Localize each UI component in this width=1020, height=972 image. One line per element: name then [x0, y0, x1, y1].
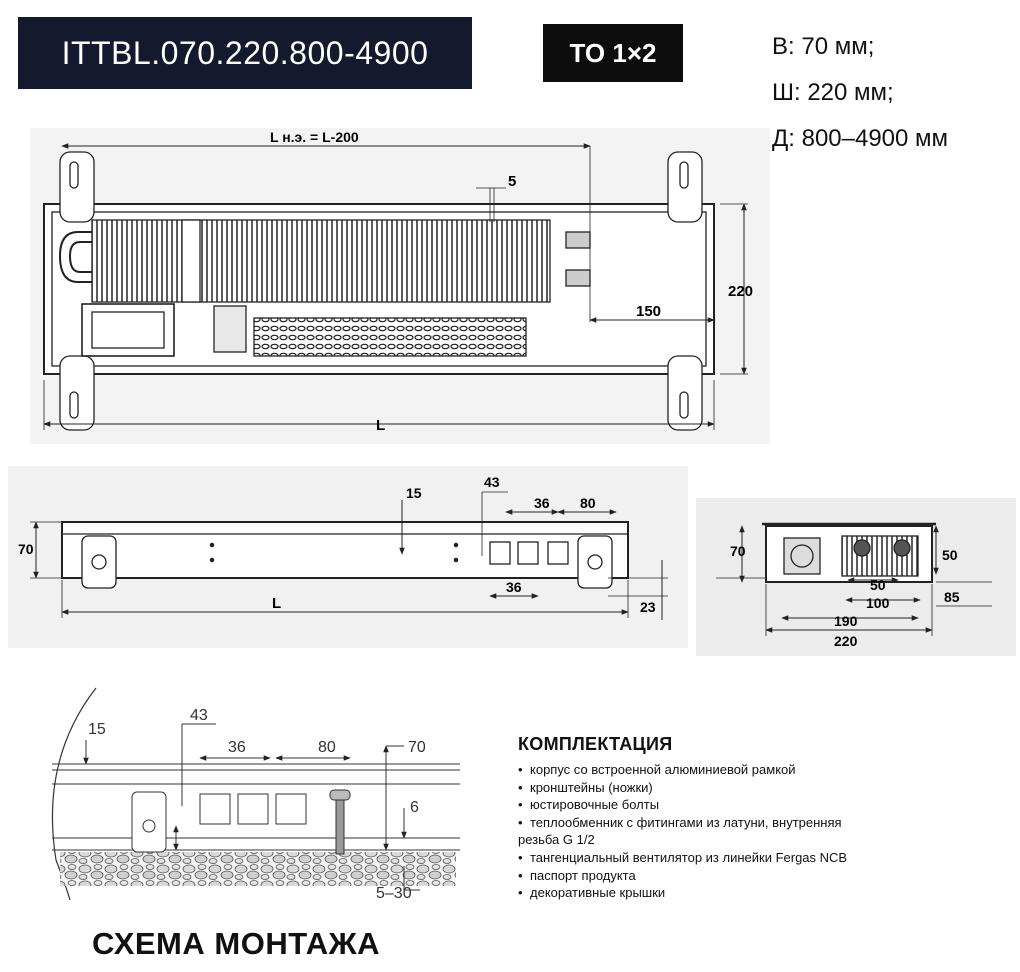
- kit-item: • кронштейны (ножки): [518, 779, 1008, 797]
- top-view: [30, 128, 770, 444]
- dim-offset: 150: [636, 303, 662, 320]
- model-code: ITTBL.070.220.800-4900: [18, 17, 472, 89]
- port-1: [490, 542, 510, 564]
- side-dim-36-top: 36: [534, 495, 550, 511]
- side-dim-36-bottom: 36: [506, 579, 522, 595]
- side-dim-15: 15: [406, 485, 422, 501]
- side-view: [8, 466, 688, 648]
- fitting-lower: [566, 270, 590, 286]
- section-dim-100: 100: [866, 595, 890, 611]
- kit-item: • паспорт продукта: [518, 867, 1008, 885]
- section-dim-220: 220: [834, 633, 858, 649]
- side-dim-length: L: [272, 595, 282, 612]
- leveling-bolt: [330, 790, 350, 854]
- bracket-bottom-left: [60, 356, 94, 430]
- section-dim-50-bottom: 50: [870, 577, 886, 593]
- mount-port-3: [276, 794, 306, 824]
- dim-width: 220: [728, 283, 754, 300]
- mount-dim-5-30: 5–30: [376, 885, 412, 902]
- floor-gravel: [60, 852, 456, 886]
- kit-item: • теплообменник с фитингами из латуни, внутренняя: [518, 814, 1008, 832]
- dim-length: L: [376, 417, 386, 434]
- side-dim-height: 70: [18, 541, 34, 557]
- dim-gap: 5: [508, 173, 517, 190]
- section-dim-height: 70: [730, 543, 746, 559]
- section-pipe-left: [854, 540, 870, 556]
- side-dim-80: 80: [580, 495, 596, 511]
- kit-item: • корпус со встроенной алюминиевой рамкой: [518, 761, 1008, 779]
- mount-dim-80: 80: [318, 739, 336, 756]
- kit-title: КОМПЛЕКТАЦИЯ: [518, 734, 673, 754]
- mount-dim-15: 15: [88, 721, 106, 738]
- bracket-top-left: [60, 152, 94, 222]
- mount-port-1: [200, 794, 230, 824]
- kit-item: • юстировочные болты: [518, 796, 1008, 814]
- bracket-top-right: [668, 152, 702, 222]
- section-fan: [784, 538, 820, 574]
- type-badge: TO 1×2: [543, 24, 683, 82]
- mount-bracket: [132, 792, 166, 852]
- leg-right: [578, 536, 612, 588]
- section-dim-50-right: 50: [942, 547, 958, 563]
- spec-width: Ш: 220 мм;: [772, 79, 894, 106]
- mount-dim-6: 6: [410, 799, 419, 816]
- spec-height: В: 70 мм;: [772, 33, 875, 60]
- mount-port-2: [238, 794, 268, 824]
- kit-item-continuation: резьба G 1/2: [518, 832, 595, 848]
- side-dim-23: 23: [640, 599, 656, 615]
- mount-dim-43: 43: [190, 707, 208, 724]
- port-3: [548, 542, 568, 564]
- kit-list: [518, 734, 1008, 902]
- bracket-bottom-right: [668, 356, 702, 430]
- mount-scheme-caption: СХЕМА МОНТАЖА: [92, 926, 380, 961]
- side-dim-43: 43: [484, 474, 500, 490]
- mount-scheme: [52, 688, 460, 900]
- section-dim-190: 190: [834, 613, 858, 629]
- kit-item: • тангенциальный вентилятор из линейки Fergas NCB: [518, 849, 1008, 867]
- spec-length: Д: 800–4900 мм: [772, 125, 949, 152]
- mount-dim-36: 36: [228, 739, 246, 756]
- port-2: [518, 542, 538, 564]
- kit-item: • декоративные крышки: [518, 884, 1008, 902]
- heat-exchanger-fins: [92, 220, 550, 302]
- section-dim-85: 85: [944, 589, 960, 605]
- leg-left: [82, 536, 116, 588]
- dim-heated-length: L н.э. = L-200: [270, 129, 359, 145]
- fan-motor: [214, 306, 246, 352]
- section-pipe-right: [894, 540, 910, 556]
- fitting-upper: [566, 232, 590, 248]
- fan-grille: [254, 318, 526, 356]
- mount-dim-70: 70: [408, 739, 426, 756]
